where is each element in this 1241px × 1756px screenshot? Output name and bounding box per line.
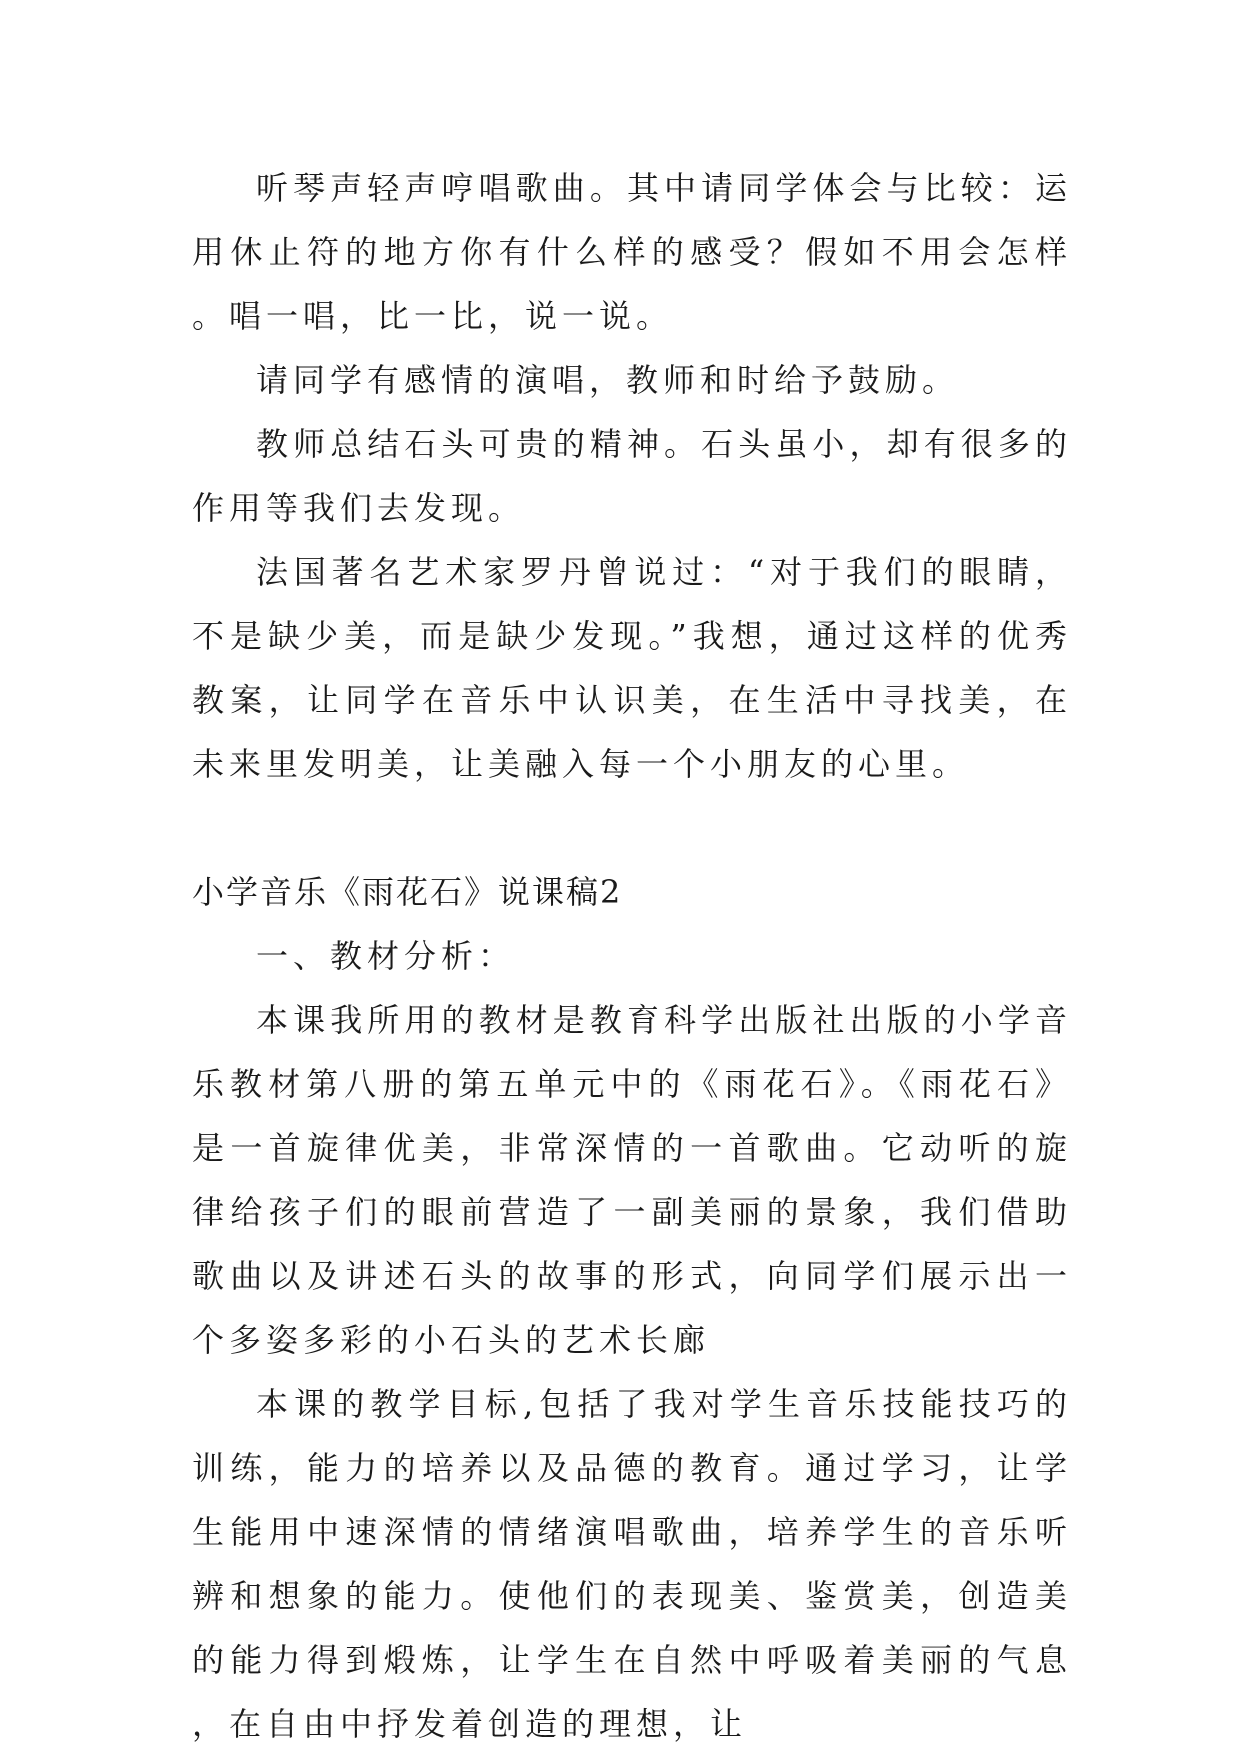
- paragraph-textbook: 本课我所用的教材是教育科学出版社出版的小学音乐教材第八册的第五单元中的《雨花石》。《雨花石》是一首旋律优美，非常深情的一首歌曲。它动听的旋律给孩子们的眼前营造了一副美丽的景象，我们借助歌曲以及讲述石头的故事的形式，向同学们展示出一个多姿多彩的小石头的艺术长廊: [192, 1001, 1072, 1359]
- paragraph-singing: 请同学有感情的演唱，教师和时给予鼓励。: [256, 361, 960, 399]
- paragraph-rodin-quote: 法国著名艺术家罗丹曾说过：“对于我们的眼睛，不是缺少美，而是缺少发现。”我想，通过这样的优秀教案，让同学在音乐中认识美，在生活中寻找美，在未来里发明美，让美融入每一个小朋友的心里。: [192, 553, 1072, 783]
- document-body: [192, 156, 1072, 1756]
- paragraph-humming: 听琴声轻声哼唱歌曲。其中请同学体会与比较：运用休止符的地方你有什么样的感受？假如不用会怎样。唱一唱，比一比，说一说。: [192, 169, 1072, 335]
- section-title: 小学音乐《雨花石》说课稿2: [192, 873, 623, 911]
- paragraph-teaching-goals: 本课的教学目标,包括了我对学生音乐技能技巧的训练，能力的培养以及品德的教育。通过学习，让学生能用中速深情的情绪演唱歌曲，培养学生的音乐听辨和想象的能力。使他们的表现美、鉴赏美，创造美的能力得到煅炼，让学生在自然中呼吸着美丽的气息，在自由中抒发着创造的理想，让: [192, 1385, 1072, 1743]
- paragraph-summary: 教师总结石头可贵的精神。石头虽小，却有很多的作用等我们去发现。: [192, 425, 1072, 527]
- heading-textbook-analysis: 一、教材分析：: [256, 937, 516, 975]
- section-gap: [192, 796, 1072, 860]
